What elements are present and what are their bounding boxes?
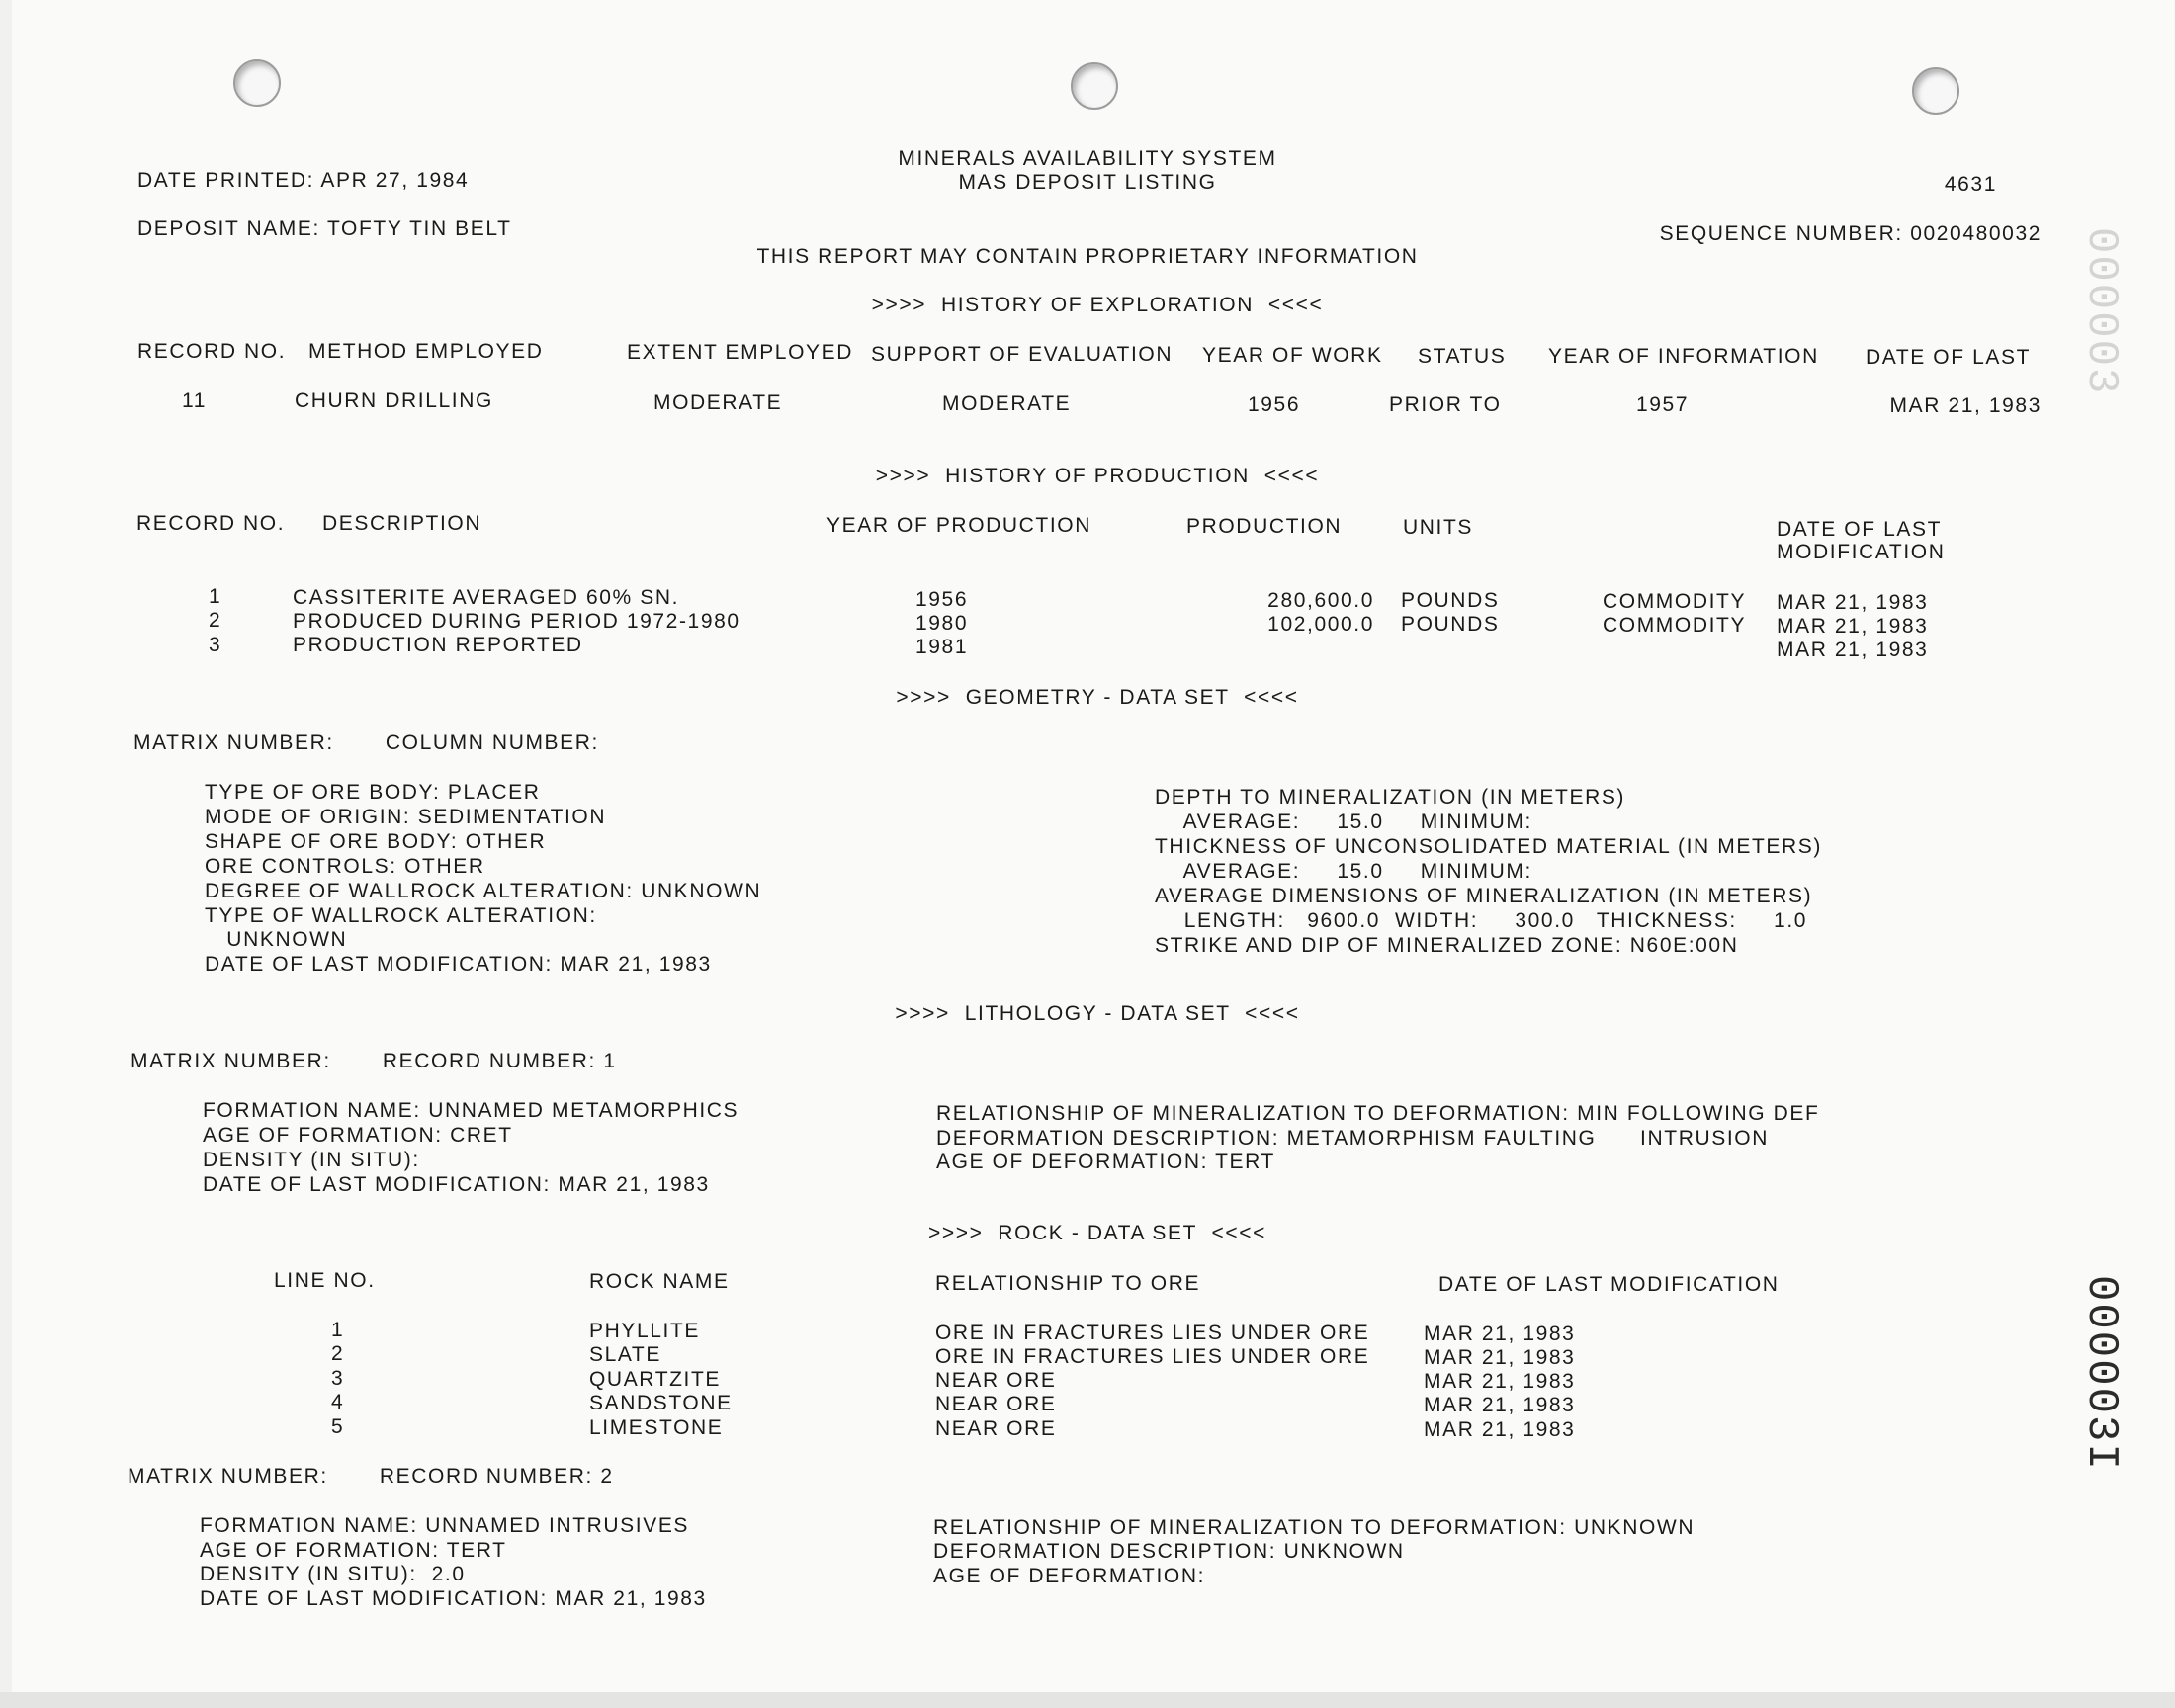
exploration-section-title: >>>> HISTORY OF EXPLORATION <<<< — [871, 294, 1324, 316]
cell-description: PRODUCTION REPORTED — [293, 634, 583, 656]
cell-year-of-work: 1956 — [1248, 393, 1301, 416]
lithology-field: RELATIONSHIP OF MINERALIZATION TO DEFORMATION: UNKNOWN — [933, 1516, 1696, 1539]
cell-year: 1980 — [915, 612, 969, 635]
lithology-field: AGE OF DEFORMATION: — [933, 1565, 1206, 1587]
lithology-section-title: >>>> LITHOLOGY - DATA SET <<<< — [895, 1002, 1300, 1025]
cell-production: 280,600.0 — [1267, 589, 1374, 612]
scan-edge — [0, 1692, 2175, 1708]
lithology-field: AGE OF FORMATION: TERT — [200, 1539, 507, 1562]
lithology-field: DATE OF LAST MODIFICATION: MAR 21, 1983 — [200, 1587, 707, 1610]
col-header-date: DATE OF LAST MODIFICATION — [1438, 1273, 1780, 1296]
cell-year-of-info: 1957 — [1636, 393, 1690, 416]
geometry-field: DEGREE OF WALLROCK ALTERATION: UNKNOWN — [205, 880, 762, 902]
cell-commodity: COMMODITY — [1603, 614, 1747, 637]
col-header-units: UNITS — [1403, 516, 1473, 539]
cell-commodity: COMMODITY — [1603, 590, 1747, 613]
col-header-relationship: RELATIONSHIP TO ORE — [935, 1272, 1201, 1295]
lithology-matrix-line-2: MATRIX NUMBER: RECORD NUMBER: 2 — [128, 1465, 614, 1488]
cell-record-no: 1 — [209, 585, 222, 608]
cell-rock-name: SANDSTONE — [589, 1392, 733, 1414]
deposit-name: DEPOSIT NAME: TOFTY TIN BELT — [137, 217, 512, 240]
cell-date: MAR 21, 1983 — [1777, 615, 1929, 638]
rock-section-title: >>>> ROCK - DATA SET <<<< — [927, 1222, 1266, 1244]
geometry-field: LENGTH: 9600.0 WIDTH: 300.0 THICKNESS: 1.0 — [1155, 909, 1808, 932]
cell-support: MODERATE — [942, 392, 1072, 415]
col-header-method: METHOD EMPLOYED — [308, 340, 544, 363]
col-header-line-no: LINE NO. — [274, 1269, 376, 1292]
cell-rock-name: QUARTZITE — [589, 1368, 722, 1391]
cell-units: POUNDS — [1401, 613, 1500, 636]
lithology-field: DEFORMATION DESCRIPTION: METAMORPHISM FAULTING INTRUSION — [936, 1127, 1769, 1150]
cell-date: MAR 21, 1983 — [1424, 1418, 1576, 1441]
cell-line-no: 3 — [331, 1367, 345, 1390]
punch-hole-center — [1071, 62, 1118, 110]
cell-relationship: NEAR ORE — [935, 1393, 1057, 1415]
geometry-field: SHAPE OF ORE BODY: OTHER — [205, 830, 547, 853]
lithology-field: DENSITY (IN SITU): 2.0 — [200, 1563, 466, 1585]
lithology-field: FORMATION NAME: UNNAMED METAMORPHICS — [203, 1099, 740, 1122]
col-header-support: SUPPORT OF EVALUATION — [871, 343, 1174, 366]
lithology-matrix-line-1: MATRIX NUMBER: RECORD NUMBER: 1 — [130, 1050, 617, 1072]
system-title: MINERALS AVAILABILITY SYSTEM — [898, 147, 1277, 170]
cell-line-no: 5 — [331, 1415, 345, 1438]
cell-description: CASSITERITE AVERAGED 60% SN. — [293, 586, 680, 609]
cell-extent: MODERATE — [653, 391, 783, 414]
date-printed: DATE PRINTED: APR 27, 1984 — [137, 169, 470, 192]
col-header-rock-name: ROCK NAME — [589, 1270, 730, 1293]
cell-rock-name: LIMESTONE — [589, 1416, 724, 1439]
cell-year: 1956 — [915, 588, 969, 611]
cell-date: MAR 21, 1983 — [1777, 639, 1929, 661]
lithology-field: AGE OF DEFORMATION: TERT — [936, 1151, 1275, 1173]
geometry-field: TYPE OF ORE BODY: PLACER — [205, 781, 541, 804]
geometry-field: DATE OF LAST MODIFICATION: MAR 21, 1983 — [205, 953, 712, 976]
cell-production: 102,000.0 — [1267, 613, 1374, 636]
geometry-field: MODE OF ORIGIN: SEDIMENTATION — [205, 806, 607, 828]
cell-line-no: 2 — [331, 1342, 345, 1365]
cell-rock-name: PHYLLITE — [589, 1320, 701, 1342]
cell-units: POUNDS — [1401, 589, 1500, 612]
cell-method: CHURN DRILLING — [295, 389, 493, 412]
lithology-field: DENSITY (IN SITU): — [203, 1149, 420, 1171]
cell-relationship: NEAR ORE — [935, 1369, 1057, 1392]
col-header-description: DESCRIPTION — [322, 512, 482, 535]
col-header-modification: MODIFICATION — [1777, 541, 1946, 563]
stamp-number: 000003I — [2076, 1275, 2126, 1472]
col-header-status: STATUS — [1418, 345, 1507, 368]
col-header-record-no: RECORD NO. — [137, 340, 287, 363]
col-header-year-of-info: YEAR OF INFORMATION — [1548, 345, 1819, 368]
lithology-field: AGE OF FORMATION: CRET — [203, 1124, 513, 1147]
cell-line-no: 1 — [331, 1319, 345, 1341]
cell-record-no: 11 — [182, 389, 207, 412]
punch-hole-left — [233, 59, 281, 107]
production-section-title: >>>> HISTORY OF PRODUCTION <<<< — [875, 465, 1320, 487]
cell-status: PRIOR TO — [1389, 393, 1502, 416]
geometry-field: UNKNOWN — [205, 928, 348, 951]
listing-title: MAS DEPOSIT LISTING — [958, 171, 1217, 194]
cell-date-of-last: MAR 21, 1983 — [1889, 394, 2042, 417]
geometry-field: AVERAGE: 15.0 MINIMUM: — [1155, 860, 1532, 883]
geometry-field: TYPE OF WALLROCK ALTERATION: — [205, 904, 597, 927]
cell-description: PRODUCED DURING PERIOD 1972-1980 — [293, 610, 740, 633]
geometry-field: ORE CONTROLS: OTHER — [205, 855, 485, 878]
col-header-production: PRODUCTION — [1186, 515, 1343, 538]
col-header-extent: EXTENT EMPLOYED — [627, 341, 853, 364]
geometry-field: THICKNESS OF UNCONSOLIDATED MATERIAL (IN METERS) — [1155, 835, 1822, 858]
lithology-field: DEFORMATION DESCRIPTION: UNKNOWN — [933, 1540, 1405, 1563]
col-header-year-of-work: YEAR OF WORK — [1202, 344, 1383, 367]
cell-relationship: ORE IN FRACTURES LIES UNDER ORE — [935, 1345, 1370, 1368]
lithology-field: RELATIONSHIP OF MINERALIZATION TO DEFORMATION: MIN FOLLOWING DEF — [936, 1102, 1820, 1125]
cell-relationship: ORE IN FRACTURES LIES UNDER ORE — [935, 1322, 1370, 1344]
cell-rock-name: SLATE — [589, 1343, 661, 1366]
col-header-date-of-last: DATE OF LAST — [1777, 518, 1942, 541]
cell-record-no: 3 — [209, 634, 222, 656]
sequence-number: SEQUENCE NUMBER: 0020480032 — [1659, 222, 2042, 245]
faint-stamp-number: 000003 — [2076, 227, 2126, 396]
cell-record-no: 2 — [209, 609, 222, 632]
page-number: 4631 — [1944, 173, 1997, 196]
geometry-field: STRIKE AND DIP OF MINERALIZED ZONE: N60E:00N — [1155, 934, 1739, 957]
col-header-date-of-last: DATE OF LAST — [1866, 346, 2031, 369]
cell-line-no: 4 — [331, 1391, 345, 1413]
cell-date: MAR 21, 1983 — [1424, 1394, 1576, 1416]
proprietary-notice: THIS REPORT MAY CONTAIN PROPRIETARY INFORMATION — [756, 245, 1419, 268]
lithology-field: FORMATION NAME: UNNAMED INTRUSIVES — [200, 1514, 690, 1537]
geometry-field: DEPTH TO MINERALIZATION (IN METERS) — [1155, 786, 1626, 809]
geometry-matrix-line: MATRIX NUMBER: COLUMN NUMBER: — [133, 731, 599, 754]
geometry-section-title: >>>> GEOMETRY - DATA SET <<<< — [896, 686, 1299, 709]
punch-hole-right — [1912, 67, 1959, 115]
cell-relationship: NEAR ORE — [935, 1417, 1057, 1440]
col-header-year-of-production: YEAR OF PRODUCTION — [826, 514, 1091, 537]
geometry-field: AVERAGE: 15.0 MINIMUM: — [1155, 811, 1532, 833]
cell-date: MAR 21, 1983 — [1424, 1346, 1576, 1369]
cell-date: MAR 21, 1983 — [1424, 1323, 1576, 1345]
geometry-field: AVERAGE DIMENSIONS OF MINERALIZATION (IN METERS) — [1155, 885, 1813, 907]
col-header-record-no: RECORD NO. — [136, 512, 286, 535]
cell-date: MAR 21, 1983 — [1777, 591, 1929, 614]
lithology-field: DATE OF LAST MODIFICATION: MAR 21, 1983 — [203, 1173, 710, 1196]
cell-year: 1981 — [915, 636, 969, 658]
cell-date: MAR 21, 1983 — [1424, 1370, 1576, 1393]
